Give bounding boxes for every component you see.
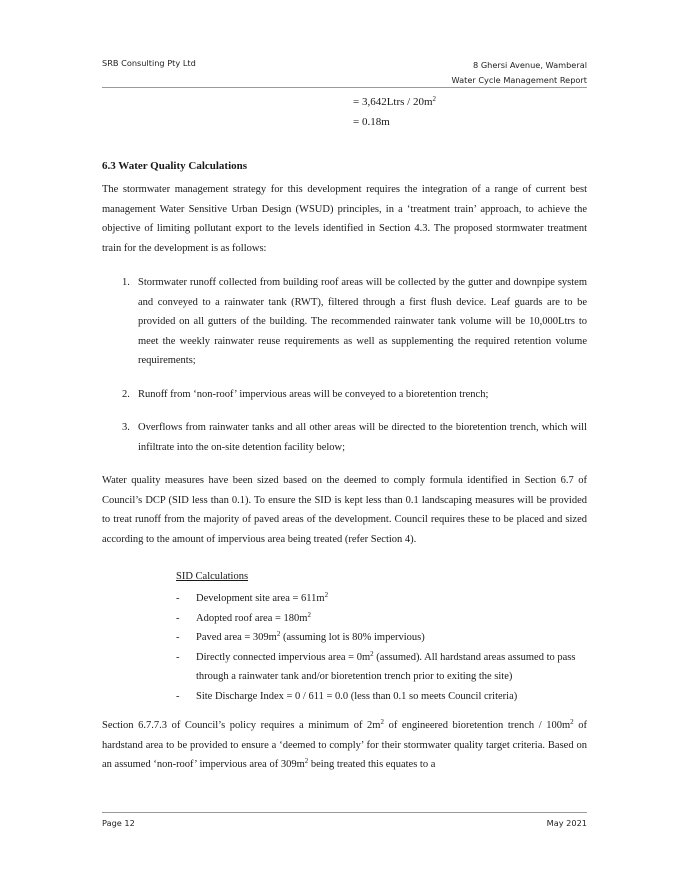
list-item: - Development site area = $611m^2$ — [176, 589, 587, 609]
dash-bullet: - — [176, 632, 180, 643]
intro-paragraph: The stormwater management strategy for this development requires the integration of a range of current best management Water Sensitive Urban Design (WSUD) principles, in a ‘treatment train’ approach, to achieve the objective of limiting pollutant export to the levels identified in Section 4.3. The proposed stormwater treatment train for the development is as follows: — [102, 184, 587, 254]
list-item: - Adopted roof area = $180m^2$ — [176, 609, 587, 629]
list-number: 1. — [122, 277, 130, 288]
section-heading: 6.3 Water Quality Calculations — [102, 160, 248, 172]
bioretention-paragraph: Section 6.7.7.3 of Council’s policy requires a minimum of $2m^2$ of engineered bioretention trench / $100m^2$ of hardstand area to be provided to ensure a ‘deemed to comply’ for their stormwater quality target criteria. Based on an assumed ‘non-roof’ impervious area of $309m^2$ being treated this equates to a — [102, 718, 587, 770]
list-item — [122, 273, 587, 371]
list-item — [122, 385, 587, 405]
dash-bullet: - — [176, 651, 180, 663]
page-number: Page 12 — [102, 818, 135, 828]
footer-divider — [102, 812, 587, 813]
list-item: - Directly connected impervious area = $0m^2$ (assumed). All hardstand areas assumed to pass through a rainwater tank and/or bioretention trench prior to exiting the site) — [176, 649, 576, 682]
list-item: - Paved area = $309m^2$ (assuming lot is 80% impervious) — [176, 628, 587, 648]
sid-heading: SID Calculations — [176, 571, 249, 582]
company-name: SRB Consulting Pty Ltd — [102, 58, 196, 68]
list-text: Stormwater runoff collected from building roof areas will be collected by the gutter and downpipe system and conveyed to a rainwater tank (RWT), filtered through a first flush device. Leaf guards are to be provided on all gutters of the building. The recommended rainwater tank volume will be 10,000Ltrs to meet the weekly rainwater reuse requirements as well as supplementing the required retention volume requirements; — [138, 277, 587, 366]
equation-line-2: = 0.18m — [353, 116, 390, 128]
list-text: Runoff from ‘non-roof’ impervious areas will be conveyed to a bioretention trench; — [138, 389, 489, 400]
equation-line-1: = 3,642Ltrs / $20m^2$ — [353, 95, 437, 108]
list-number: 2. — [122, 389, 130, 400]
header-divider — [102, 87, 587, 88]
list-text: Overflows from rainwater tanks and all other areas will be directed to the bioretention trench, which will infiltrate into the on-site detention facility below; — [138, 422, 587, 453]
header-right — [452, 58, 587, 88]
dash-bullet: - — [176, 612, 180, 624]
report-date: May 2021 — [546, 818, 587, 828]
report-title: Water Cycle Management Report — [451, 75, 587, 85]
sizing-paragraph: Water quality measures have been sized based on the deemed to comply formula identified in Section 6.7 of Council’s DCP (SID less than 0.1). To ensure the SID is kept less than 0.1 landscaping measures will be provided to treat runoff from the majority of paved areas of the development. Council requires these to be placed and sized according to the amount of impervious area being treated (refer Section 4). — [102, 475, 587, 545]
dash-bullet: - — [176, 690, 180, 702]
sid-list — [176, 589, 587, 706]
list-item: - Site Discharge Index = 0 / 611 = 0.0 (less than 0.1 so meets Council criteria) — [176, 687, 587, 707]
site-address: 8 Ghersi Avenue, Wamberal — [473, 60, 587, 70]
list-number: 3. — [122, 422, 130, 433]
list-item — [122, 418, 587, 457]
dash-bullet: - — [176, 593, 180, 604]
